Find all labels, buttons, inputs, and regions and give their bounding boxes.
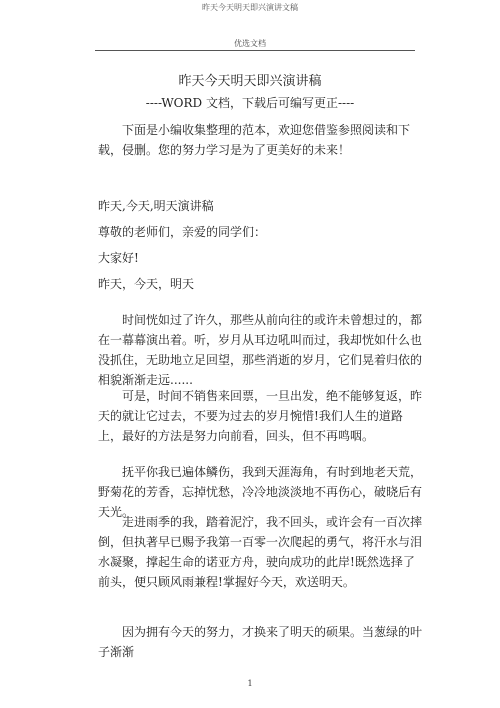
intro-paragraph: 下面是小编收集整理的范本，欢迎您借鉴参照阅读和下载，侵删。您的努力学习是为了更美好的未来！ xyxy=(98,123,411,157)
paragraph-5: 因为拥有今天的努力，才换来了明天的硕果。当葱绿的叶子渐渐 xyxy=(98,625,423,659)
page-number: 1 xyxy=(247,679,253,688)
document-subtitle: ----WORD 文档，下载后可编写更正---- xyxy=(145,96,355,110)
greeting: 大家好! xyxy=(98,251,139,265)
salutation: 尊敬的老师们，亲爱的同学们： xyxy=(98,225,267,239)
speech-title: 昨天,今天,明天演讲稿 xyxy=(98,199,214,213)
running-head: 昨天今天明天即兴演讲文稿 xyxy=(202,3,298,12)
paragraph-4: 走进雨季的我，踏着泥泞，我不回头，或许会有一百次摔倒，但执著早已赐予我第一百零一次爬起的勇气，将汗水与泪水凝聚，撑起生命的诺亚方舟，驶向成功的此岸!既然选择了前头，便只顾风雨兼程!掌握好今天，欢送明天。 xyxy=(98,515,423,589)
paragraph-1: 时间恍如过了许久，那些从前向往的或许未曾想过的，都在一幕幕演出着。听，岁月从耳边吼叫而过，我却恍如什么也没抓住，无助地立足回望，那些消逝的岁月，它们晃着归依的相貌渐渐走远...... xyxy=(98,313,423,387)
theme-line: 昨天，今天，明天 xyxy=(98,277,195,291)
header-rule xyxy=(95,50,415,51)
paragraph-2: 可是，时间不销售来回票，一旦出发，绝不能够复返，昨天的就让它过去，不要为过去的岁月惋惜!我们人生的道路上，最好的方法是努力向前看，回头，但不再鸣咽。 xyxy=(98,389,423,443)
paragraph-3: 抚平你我已遍体鳞伤，我到天涯海角，有时到地老天荒，野菊花的芳香，忘掉忧愁，冷冷地淡淡地不再伤心，破晓后有天光。 xyxy=(98,465,423,519)
document-title: 昨天今天明天即兴演讲稿 xyxy=(178,74,322,89)
header-label: 优选文档 xyxy=(234,39,266,48)
